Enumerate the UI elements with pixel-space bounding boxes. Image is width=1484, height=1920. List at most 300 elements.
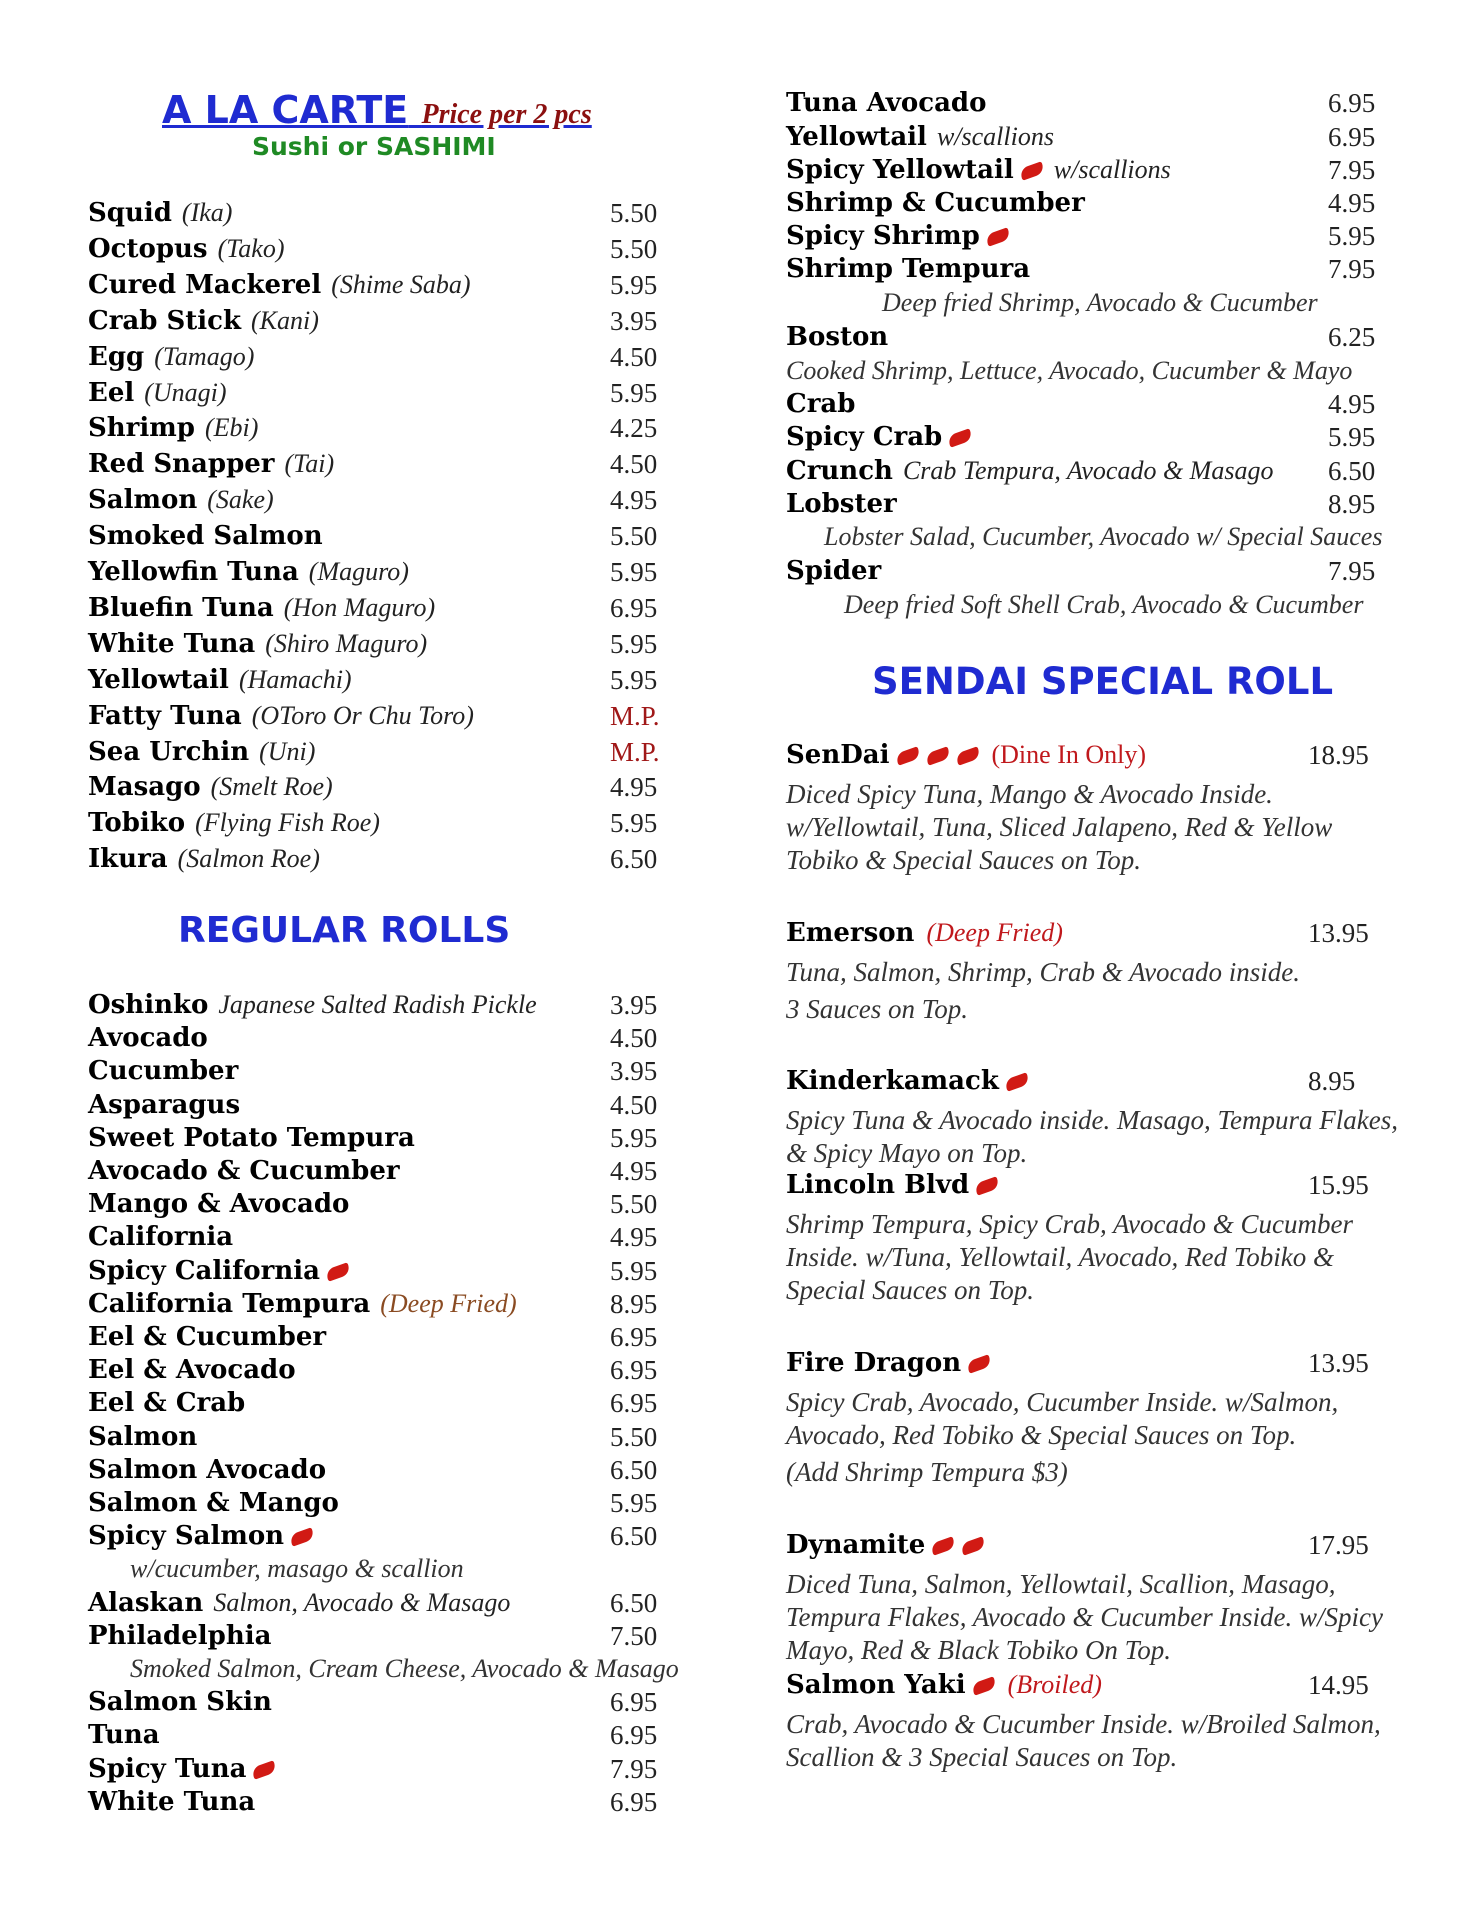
chili-pepper-icon [930,1536,957,1555]
item-name-text: Squid [88,198,172,228]
item-price: 4.95 [1328,389,1376,419]
item-name-text: Lincoln Blvd [786,1170,970,1200]
chili-pepper-icon [974,1176,1001,1195]
item-alt-name: (Uni) [259,736,316,766]
item-name-text: SenDai [786,740,890,770]
item-description: Smoked Salmon, Cream Cheese, Avocado & Masago [130,1654,679,1683]
item-price: 5.95 [610,269,658,300]
alacarte-subtitle: Price per 2 pcs [421,99,592,130]
item-price: 5.95 [610,808,658,839]
item-name-text: Salmon Yaki [786,1670,966,1700]
menu-item [88,198,676,232]
item-name-text: Spider [786,556,882,586]
item-alt-name: Salmon, Avocado & Masago [213,1587,511,1617]
item-price: 4.50 [610,1089,658,1120]
item-alt-name: (Tai) [284,449,335,479]
item-alt-name: w/scallions [1053,155,1171,184]
item-description: w/cucumber, masago & scallion [130,1554,464,1584]
item-price: 6.50 [610,1521,658,1552]
menu-item [88,1588,676,1622]
item-price: 4.50 [610,341,658,372]
item-name [88,413,258,443]
item-price: 5.50 [610,1189,658,1220]
item-description: Crab, Avocado & Cucumber Inside. w/Broiled Salmon, Scallion & 3 Special Sauces on Top. [786,1709,1381,1772]
item-name-text: Lobster [786,489,897,519]
item-name [786,1670,1102,1700]
item-price: 14.95 [1308,1670,1369,1700]
item-name [88,593,435,623]
chili-pepper-icon [251,1760,278,1779]
item-price: 6.95 [610,1786,658,1817]
menu-item [88,737,676,771]
item-name [88,1388,245,1418]
item-alt-name: (Hon Maguro) [283,592,436,622]
item-name [88,1222,233,1252]
menu-item [88,521,676,555]
item-alt-name: (Tamago) [154,341,255,371]
item-price: 6.95 [610,592,658,623]
item-alt-name: w/scallions [936,122,1054,151]
item-name-text: Spicy Shrimp [786,221,980,251]
item-name [786,254,1030,284]
item-name-text: Emerson [786,918,915,948]
item-description: Spicy Tuna & Avocado inside. Masago, Tempura Flakes, & Spicy Mayo on Top. [786,1105,1398,1168]
item-name [786,556,881,586]
item-name-text: White Tuna [88,628,256,659]
item-description: Deep fried Soft Shell Crab, Avocado & Cucumber [844,590,1364,619]
menu-item [88,844,676,878]
item-name-text: Boston [786,322,889,352]
item-name [88,557,409,587]
item-name [88,1289,517,1319]
item-name-text: Bluefin Tuna [88,592,274,623]
item-name-text: Sea Urchin [88,736,250,767]
menu-item [786,356,1400,390]
item-name-text: Shrimp Tempura [786,254,1031,284]
special-roll-item [786,1066,1400,1100]
item-price: 4.95 [610,1222,658,1253]
item-name-text: Cucumber [88,1056,239,1087]
item-alt-name: Japanese Salted Radish Pickle [218,990,537,1019]
item-name [88,234,285,264]
item-price: 5.95 [610,557,658,587]
item-name [88,772,333,802]
item-name-text: Salmon Skin [88,1687,272,1718]
item-alt-name: (Ebi) [204,413,259,443]
item-alt-name: (Maguro) [308,557,409,586]
item-name [88,1056,238,1086]
item-name [88,1422,197,1452]
menu-item [88,1056,676,1090]
menu-item [88,234,676,268]
item-name-text: Cured Mackerel [88,269,322,300]
item-name-text: Shrimp & Cucumber [786,188,1085,218]
menu-item [786,556,1400,590]
menu-item [88,485,676,519]
item-name [88,629,427,659]
item-description: Deep fried Shrimp, Avocado & Cucumber [882,288,1318,317]
item-name-text: Spicy California [88,1255,320,1286]
item-name [88,1621,271,1651]
item-name [88,1156,400,1186]
item-name-text: Oshinko [88,990,209,1020]
chili-pepper-icon [894,746,921,765]
menu-item [88,306,676,340]
item-name [88,1023,208,1053]
item-price: 6.50 [610,1454,658,1485]
chili-pepper-icon [325,1262,352,1281]
item-alt-name: (Unagi) [144,377,227,407]
item-alt-name: (Ika) [181,198,233,227]
item-alt-name: Crab Tempura, Avocado & Masago [902,456,1274,485]
item-name-text: Shrimp [88,413,195,444]
menu-item [786,188,1400,222]
item-price: 5.95 [610,1122,658,1153]
menu-item [786,122,1400,156]
item-price: 6.95 [610,1687,658,1718]
item-name-text: Red Snapper [88,449,275,480]
item-name-text: Sweet Potato Tempura [88,1122,415,1153]
menu-item [88,1355,676,1389]
alacarte-title: A LA CARTE [162,88,409,132]
chili-pepper-icon [947,428,974,447]
item-name [88,449,334,479]
item-price: 6.50 [610,1587,658,1618]
item-name-text: Dynamite [786,1530,926,1560]
item-alt-name: (Shiro Maguro) [265,628,428,658]
item-price: M.P. [610,700,660,731]
item-price: 15.95 [1308,1170,1369,1200]
item-name [88,1455,326,1485]
item-description-extra: (Add Shrimp Tempura $3) [786,1457,1068,1487]
item-alt-name: (Shime Saba) [331,269,471,299]
special-roll-item [786,1530,1400,1564]
item-name [786,1066,1029,1096]
menu-item [786,288,1400,322]
item-price: 4.95 [610,1156,658,1186]
item-price: 5.95 [610,377,658,408]
item-name [88,844,320,874]
item-description: Shrimp Tempura, Spicy Crab, Avocado & Cucumber Inside. w/Tuna, Yellowtail, Avocado, Red Tobiko & Special Sauces on Top. [786,1209,1353,1305]
item-price: 4.95 [610,772,658,803]
item-price: 4.50 [610,1023,658,1054]
item-name [88,198,232,228]
item-name-text: Crab Stick [88,305,241,336]
menu-item [88,1222,676,1256]
item-name-text: Avocado [88,1023,208,1054]
item-name [786,88,986,118]
item-name [88,521,323,551]
item-price: 6.95 [1328,122,1376,152]
item-name [786,1170,999,1200]
item-name [786,221,1010,251]
item-note: (Broiled) [1007,1670,1102,1699]
menu-item [786,155,1400,189]
item-name-text: Crab [786,389,856,419]
item-price: 8.95 [1308,1066,1356,1096]
item-name [88,1687,272,1717]
menu-item [88,593,676,627]
item-name-text: Egg [88,341,145,372]
item-price: 17.95 [1308,1530,1369,1560]
special-roll-item [786,1348,1400,1382]
item-name-text: Eel & Cucumber [88,1322,327,1352]
menu-item [88,1554,676,1588]
item-name-text: Tuna Avocado [786,88,987,118]
item-name-text: Salmon [88,1421,198,1452]
special-roll-item [786,1670,1400,1704]
menu-item [88,1654,679,1688]
menu-item [88,557,676,591]
item-price: 5.95 [1328,422,1376,452]
item-name [786,1348,991,1378]
item-price: 6.95 [610,1322,658,1352]
alacarte-heading [162,88,592,132]
menu-item [88,1455,676,1489]
item-name-text: Spicy Crab [786,422,943,452]
item-price: 6.95 [610,1355,658,1386]
item-name [786,122,1054,152]
item-alt-name: (Sake) [207,485,274,515]
special-roll-item [786,740,1400,774]
item-alt-name: (Salmon Roe) [177,844,320,874]
item-alt-name: (Deep Fried) [380,1288,517,1318]
item-name [88,1720,160,1750]
item-price: 5.50 [610,521,658,552]
item-name [88,1123,415,1153]
item-name-text: Yellowtail [88,664,229,695]
menu-item [88,1123,676,1157]
item-name-text: Mango & Avocado [88,1189,350,1220]
menu-item [88,1488,676,1522]
menu-item [88,808,676,842]
item-name [786,489,897,519]
item-name [786,456,1273,486]
item-price: 4.95 [1328,188,1376,218]
special-roll-item [786,918,1400,952]
item-name [786,740,1146,770]
item-name [88,990,537,1020]
menu-item [88,772,676,806]
menu-item [786,522,1400,556]
item-name-text: Kinderkamack [786,1066,999,1096]
item-description: Cooked Shrimp, Lettuce, Avocado, Cucumber & Mayo [786,356,1353,385]
menu-item [88,378,676,412]
item-description-extra: 3 Sauces on Top. [786,994,969,1024]
menu-item [786,221,1400,255]
menu-item [88,1787,676,1821]
item-name [88,737,315,767]
menu-item [88,1521,676,1555]
menu-item [88,1156,676,1190]
item-price: 4.95 [610,485,658,516]
chili-pepper-icon [960,1536,987,1555]
item-alt-name: (Smelt Roe) [210,772,333,802]
item-price: 4.50 [610,449,658,480]
item-name [88,1521,314,1551]
menu-item [88,1289,676,1323]
menu-item [786,389,1400,423]
item-name [786,322,888,352]
chili-pepper-icon [970,1676,997,1695]
chili-pepper-icon [966,1354,993,1373]
item-name [786,155,1171,185]
item-name [88,378,227,408]
item-note: (Dine In Only) [991,740,1147,769]
item-name-text: Salmon Avocado [88,1454,327,1485]
item-price: 7.95 [1328,254,1376,284]
menu-item [88,342,676,376]
item-price: 7.95 [1328,155,1376,185]
item-price: 7.95 [1328,556,1376,586]
chili-pepper-icon [924,746,951,765]
item-price: 13.95 [1308,1348,1369,1378]
item-name [786,188,1085,218]
item-name [88,1322,326,1352]
item-name-text: Octopus [88,233,208,264]
item-name-text: Eel & Crab [88,1388,246,1419]
item-name-text: White Tuna [88,1786,256,1817]
menu-item [88,1621,676,1655]
item-description: Lobster Salad, Cucumber, Avocado w/ Special Sauces [824,522,1383,551]
item-price: 13.95 [1308,918,1369,948]
item-name [88,1588,510,1618]
item-price: 5.95 [1328,221,1376,251]
item-name [88,1090,240,1120]
item-name-text: Yellowtail [786,122,927,152]
menu-item [88,701,676,735]
item-price: 6.95 [1328,88,1376,118]
menu-item [786,590,1400,624]
menu-item [88,449,676,483]
item-name-text: Fire Dragon [786,1348,962,1378]
item-name-text: Eel [88,377,135,408]
menu-item [88,1422,676,1456]
item-description: Diced Spicy Tuna, Mango & Avocado Inside. w/Yellowtail, Tuna, Sliced Jalapeno, Red & Yellow Tobiko & Special Sauces on Top. [786,779,1333,875]
item-price: M.P. [610,736,660,767]
item-price: 5.50 [610,198,658,228]
item-name-text: Masago [88,772,201,803]
menu-item [786,456,1400,490]
item-description: Spicy Crab, Avocado, Cucumber Inside. w/Salmon, Avocado, Red Tobiko & Special Sauces on Top. [786,1387,1339,1450]
item-name-text: Alaskan [88,1587,204,1618]
item-name-text: Ikura [88,844,168,875]
item-name [88,1189,349,1219]
menu-item [88,665,676,699]
item-price: 6.25 [1328,322,1376,352]
item-price: 18.95 [1308,740,1369,770]
menu-item [88,413,676,447]
menu-item [786,489,1400,523]
item-price: 5.95 [610,1255,658,1286]
item-name-text: Spicy Salmon [88,1521,285,1552]
item-name [786,1530,985,1560]
item-name-text: Salmon & Mango [88,1488,339,1518]
menu-item [88,270,676,304]
item-note: (Deep Fried) [926,918,1063,947]
alacarte-subhead: Sushi or SASHIMI [252,132,496,161]
item-name [88,270,471,300]
item-name [88,1256,350,1286]
item-price: 7.50 [610,1620,658,1651]
menu-item [88,1754,676,1788]
item-name-text: Tuna [88,1720,160,1751]
menu-item [786,422,1400,456]
item-name-text: Avocado & Cucumber [88,1156,400,1186]
special-roll-item [786,1170,1400,1204]
menu-item [88,990,676,1024]
item-name-text: Spicy Tuna [88,1753,247,1784]
item-price: 5.95 [610,1488,658,1518]
menu-item [88,1322,676,1356]
item-alt-name: (Kani) [250,305,319,335]
item-name-text: California [88,1222,234,1253]
item-name [88,485,274,515]
chili-pepper-icon [1018,161,1045,180]
item-price: 5.50 [610,1421,658,1452]
item-alt-name: (Hamachi) [238,664,352,694]
item-name-text: Salmon [88,485,198,516]
menu-item [786,322,1400,356]
item-name [88,1787,255,1817]
item-description: Tuna, Salmon, Shrimp, Crab & Avocado inside. [786,957,1301,987]
item-price: 4.25 [610,413,658,444]
menu-item [88,1720,676,1754]
item-name [88,665,352,695]
item-price: 7.95 [610,1753,658,1784]
item-name-text: Eel & Avocado [88,1355,296,1386]
menu-item [786,88,1400,122]
item-name [88,808,380,838]
item-name [88,1488,339,1518]
item-alt-name: (Tako) [217,233,285,263]
item-price: 5.95 [610,628,658,659]
item-name-text: Smoked Salmon [88,521,323,552]
item-name [88,1754,276,1784]
item-name-text: Crunch [786,456,893,486]
menu-item [88,1256,676,1290]
menu-item [88,1687,676,1721]
item-name-text: Yellowfin Tuna [88,557,299,587]
item-name-text: Asparagus [88,1089,241,1120]
item-price: 6.50 [1328,456,1376,486]
item-price: 3.95 [610,305,658,336]
item-alt-name: (Flying Fish Roe) [195,808,380,838]
menu-item [88,629,676,663]
special-roll-title: SENDAI SPECIAL ROLL [872,660,1334,703]
item-price: 6.95 [610,1720,658,1751]
item-name-text: Tobiko [88,808,186,839]
item-name [786,918,1063,948]
menu-item [88,1023,676,1057]
item-price: 5.50 [610,233,658,264]
item-name [786,389,855,419]
menu-item [88,1189,676,1223]
item-description: Diced Tuna, Salmon, Yellowtail, Scallion, Masago, Tempura Flakes, Avocado & Cucumber Inside. w/Spicy Mayo, Red & Black Tobiko On Top. [786,1569,1383,1665]
item-price: 5.95 [610,664,658,695]
item-name [88,701,474,731]
item-price: 8.95 [610,1288,658,1319]
item-name [786,422,972,452]
item-price: 6.95 [610,1388,658,1419]
item-alt-name: (OToro Or Chu Toro) [251,700,474,730]
item-name-text: Philadelphia [88,1620,272,1651]
item-name-text: Spicy Yellowtail [786,155,1014,185]
item-price: 6.50 [610,844,658,875]
item-price: 3.95 [610,1056,658,1087]
item-name [88,306,319,336]
menu-item [786,254,1400,288]
